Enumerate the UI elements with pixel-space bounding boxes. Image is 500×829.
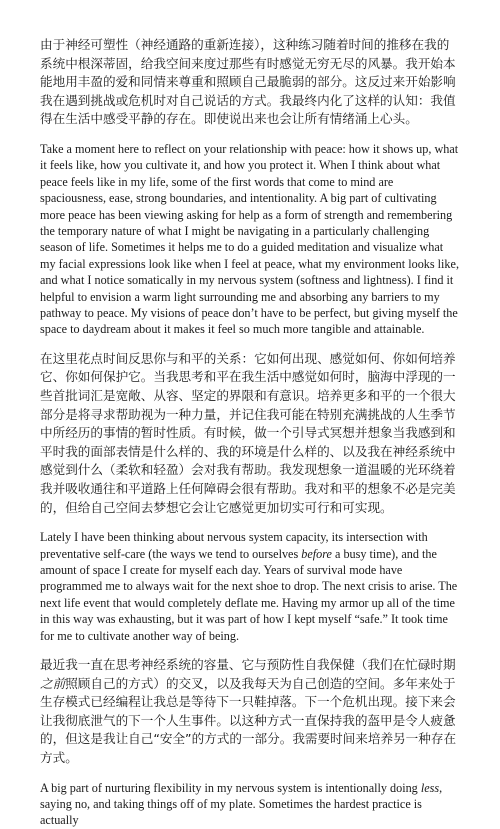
paragraph-chinese-1: 由于神经可塑性（神经通路的重新连接），这种练习随着时间的推移在我的系统中根深蒂固，给我空间来度过那些有时感觉无穷无尽的风暴。我开始本能地用丰盈的爱和同情来尊重和照顾自己最脆弱的部分。这反过来开始影响我在遇到挑战或危机时对自己说话的方式。我最终内化了这样的认知：我值得在生活中感受平静的存在。即使说出来也会让所有情绪涌上心头。	[40, 37, 456, 127]
paragraph-english-2	[40, 529, 460, 644]
paragraph-english-3-text-a: A big part of nurturing flexibility in my nervous system is intentionally doing	[40, 780, 421, 795]
paragraph-english-3-text-b: , saying no, and taking things off of my plate. Sometimes the hardest practice is actually	[40, 780, 443, 828]
paragraph-chinese-2: 在这里花点时间反思你与和平的关系：它如何出现、感觉如何、你如何培养它、你如何保护它。当我思考和平在我生活中感觉如何时，脑海中浮现的一些首批词汇是宽敞、从容、坚定的界限和有意识。培养更多和平的一个很大部分是将寻求帮助视为一种力量，并记住我可能在特别充满挑战的人生季节中所经历的事情的暂时性质。有时候，做一个引导式冥想并想象当我感到和平时我的面部表情是什么样的、我的环境是什么样的、以及我在神经系统中感觉到什么（柔软和轻盈）会对我有帮助。我发现想象一道温暖的光环绕着我并吸收通往和平道路上任何障碍会很有帮助。我对和平的想象不必是完美的，但给自己空间去梦想它会让它感觉更加切实可行和可实现。	[40, 350, 456, 515]
paragraph-chinese-3	[40, 656, 460, 768]
paragraph-english-2-text-a: Lately I have been thinking about nervous system capacity, its intersection with preventative self-care (the ways we tend to ourselves	[40, 530, 428, 561]
paragraph-chinese-3-text-a: 最近我一直在思考神经系统的容量、它与预防性自我保健（我们在忙碌时期	[40, 657, 456, 673]
paragraph-english-2-text-b: a busy time), and the amount of space I create for myself each day. Years of survival mode have programmed me to always wait for the next shoe to drop. The next crisis to arise. The next life event that would completely deflate me. Having my armor up all of the time in this way was exhausting, but it was part of how I kept myself “safe.” It took time for me to cultivate another way of being.	[40, 546, 458, 643]
emphasis-zhiqian: 之前	[40, 675, 66, 691]
paragraph-chinese-3-text-b: 照顾自己的方式）的交叉，以及我每天为自己创造的空间。多年来处于生存模式已经编程让我总是等待下一只鞋掉落。下一个危机出现。接下来会让我彻底泄气的下一个人生事件。以这种方式一直保持我的盔甲是令人疲惫的，但这是我让自己“安全”的方式的一部分。我需要时间来培养另一种存在方式。	[40, 675, 457, 765]
paragraph-english-3	[40, 780, 460, 829]
emphasis-before: before	[301, 546, 332, 561]
emphasis-less: less	[420, 780, 440, 795]
paragraph-english-1: Take a moment here to reflect on your relationship with peace: how it shows up, what it feels like, how you cultivate it, and how you protect it. When I think about what peace feels like in my life, some of the first words that come to mind are spaciousness, ease, strong boundaries, and intentionality. A big part of cultivating more peace has been viewing asking for help as a form of strength and remembering the temporary nature of what I might be navigating in a particularly challenging season of life. Sometimes it helps me to do a guided meditation and visualize what my facial expressions look like when I feel at peace, what my environment looks like, and what I notice somatically in my nervous system (softness and lightness). I find it helpful to envision a warm light surrounding me and absorbing any barriers to my pathway to peace. My visions of peace don’t have to be perfect, but giving myself the space to daydream about it makes it feel so much more tangible and attainable.	[40, 141, 459, 337]
